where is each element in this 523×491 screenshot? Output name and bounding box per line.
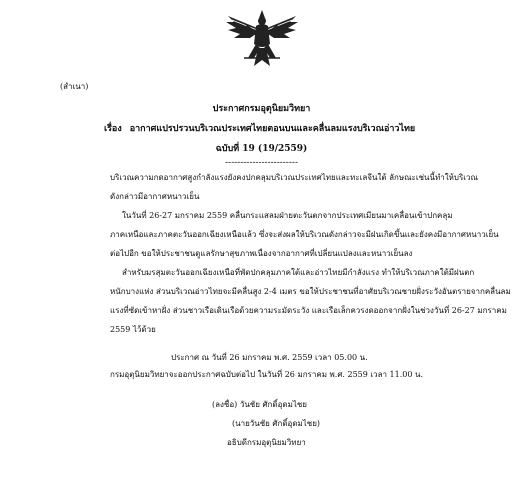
announcement-subject: [104, 121, 484, 135]
signature-line: (ลงชื่อ) วันชัย ศักดิ์อุดมไชย: [212, 400, 307, 409]
paragraph-line: ภาคเหนือและภาคตะวันออกเฉียงเหนือแล้ว ซึ่งจะส่งผลให้บริเวณดังกล่าวจะมีฝนเกิดขึ้นและยังคงมีอากาศหนาวเย็น: [110, 230, 499, 239]
subject-label: เรื่อง: [104, 124, 122, 134]
paragraph-line: หนักบางแห่ง ส่วนบริเวณอ่าวไทยจะมีคลื่นสูง 2-4 เมตร ขอให้ประชาชนที่อาศัยบริเวณชายฝั่งระวังอันตรายจากคลื่นลม: [110, 287, 511, 296]
separator-line: ------------------------: [225, 158, 298, 168]
signer-title: อธิบดีกรมอุตุนิยมวิทยา: [227, 438, 306, 447]
paragraph-3: [110, 263, 511, 339]
issue-number: ฉบับที่ 19 (19/2559): [215, 144, 308, 154]
garuda-emblem-icon: [224, 8, 300, 70]
announcement-title: ประกาศกรมอุตุนิยมวิทยา: [212, 104, 311, 114]
paragraph-2: [110, 206, 499, 263]
signer-name: (นายวันชัย ศักดิ์อุดมไชย): [232, 419, 321, 428]
paragraph-line: 2559 ไว้ด้วย: [110, 325, 156, 334]
next-announcement-note: กรมอุตุนิยมวิทยาจะออกประกาศฉบับต่อไป ในวันที่ 26 มกราคม พ.ศ. 2559 เวลา 11.00 น.: [110, 370, 424, 379]
paragraph-1: [110, 168, 478, 206]
paragraph-line: บริเวณความกดอากาศสูงกำลังแรงยังคงปกคลุมบริเวณประเทศไทยและทะเลจีนใต้ ลักษณะเช่นนี้ทำให้บริเวณ: [110, 173, 478, 182]
announcement-date: ประกาศ ณ วันที่ 26 มกราคม พ.ศ. 2559 เวลา 05.00 น.: [171, 353, 368, 362]
paragraph-line: ต่อไปอีก ขอให้ประชาชนดูแลรักษาสุขภาพเนื่องจากอากาศที่เปลี่ยนแปลงและหนาวเย็นลง: [110, 249, 413, 258]
subject-text: อากาศแปรปรวนบริเวณประเทศไทยตอนบนและคลื่นลมแรงบริเวณอ่าวไทย: [129, 124, 416, 134]
paragraph-line: สำหรับมรสุมตะวันออกเฉียงเหนือที่พัดปกคลุมภาคใต้และอ่าวไทยมีกำลังแรง ทำให้บริเวณภาคใต้มีฝนตก: [122, 268, 475, 277]
paragraph-line: ดังกล่าวมีอากาศหนาวเย็น: [110, 192, 200, 201]
paragraph-line: แรงที่ซัดเข้าหาฝั่ง ส่วนชาวเรือเดินเรือด้วยความระมัดระวัง และเรือเล็กควรงดออกจากฝั่งในช่วงวันที่ 26-27 มกราคม: [110, 306, 507, 315]
paragraph-line: ในวันที่ 26-27 มกราคม 2559 คลื่นกระแสลมฝ่ายตะวันตกจากประเทศเมียนมาเคลื่อนเข้าปกคลุม: [122, 211, 453, 220]
copy-label: (สำเนา): [60, 82, 89, 91]
